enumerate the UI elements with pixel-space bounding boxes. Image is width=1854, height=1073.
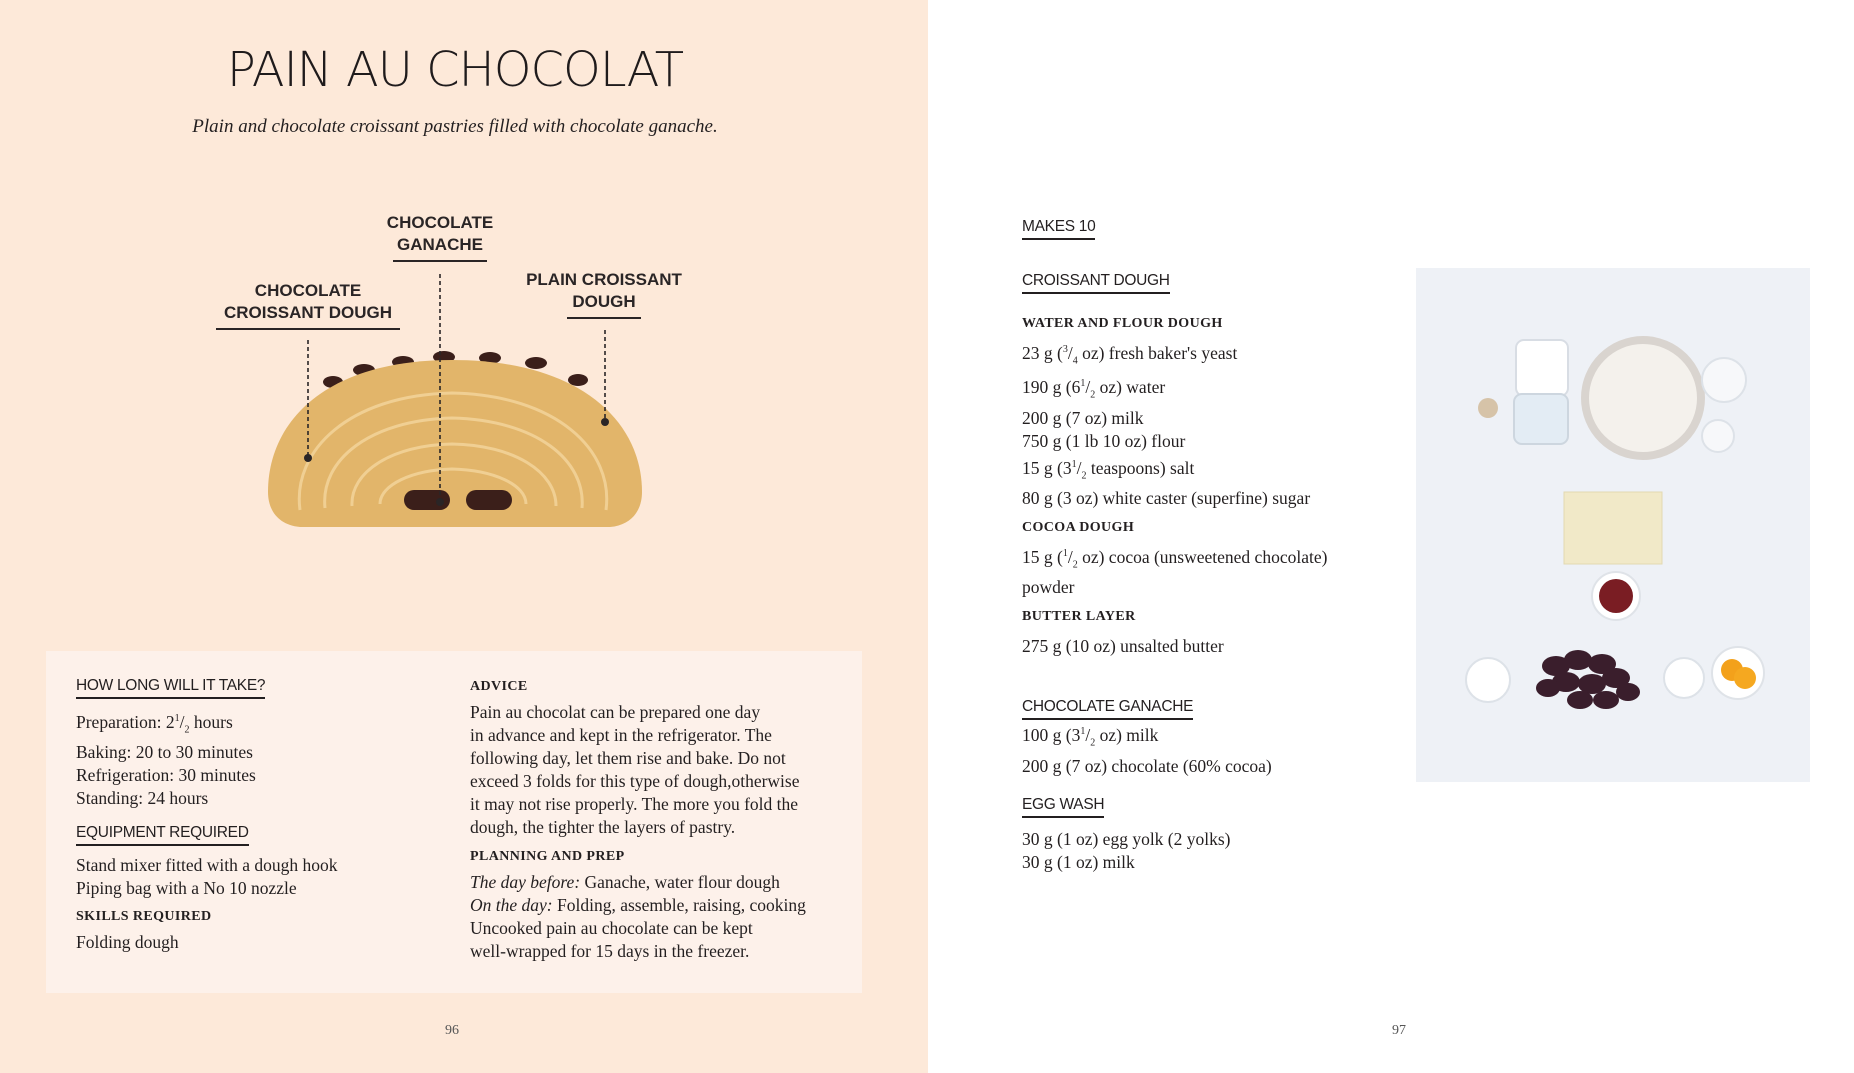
planning-day-before: The day before: Ganache, water flour dough [470, 872, 780, 892]
egg-wash-list [1022, 828, 1422, 874]
heading-equipment: EQUIPMENT REQUIRED [76, 824, 249, 846]
planning-line: well-wrapped for 15 days in the freezer. [470, 941, 750, 961]
advice-line: exceed 3 folds for this type of dough,otherwise [470, 771, 800, 791]
ingredient-butter: 275 g (10 oz) unsalted butter [1022, 636, 1224, 657]
info-panel [46, 651, 862, 993]
time-preparation: Preparation: $2^1/_2$ hours [76, 711, 233, 736]
equipment-item: Stand mixer fitted with a dough hook [76, 855, 338, 876]
ingredients-photo-illustration [1416, 268, 1810, 782]
heading-chocolate-ganache: CHOCOLATE GANACHE [1022, 698, 1193, 720]
planning-line: Uncooked pain au chocolate can be kept [470, 918, 753, 938]
makes-quantity: MAKES 10 [1022, 218, 1095, 240]
heading-egg-wash: EGG WASH [1022, 796, 1104, 818]
time-list [76, 707, 446, 810]
heading-croissant-dough: CROISSANT DOUGH [1022, 272, 1170, 294]
ganache-list [1022, 720, 1422, 777]
ingredient-flour: 750 g (1 lb 10 oz) flour [1022, 430, 1186, 451]
ingredient-egg-milk: 30 g (1 oz) milk [1022, 851, 1135, 872]
ingredient-sugar: 80 g (3 oz) white caster (superfine) sugar [1022, 487, 1311, 508]
ingredient-egg-yolk: 30 g (1 oz) egg yolk (2 yolks) [1022, 828, 1231, 849]
pastry-diagram [0, 190, 928, 550]
time-refrigeration: Refrigeration: 30 minutes [76, 765, 256, 786]
heading-advice: ADVICE [470, 679, 528, 694]
advice-line: following day, let them rise and bake. Do not [470, 748, 786, 768]
page-number-right: 97 [1392, 1023, 1406, 1038]
label-ganache-line1: CHOCOLATE [386, 213, 494, 232]
advice-text [470, 701, 850, 839]
label-choc-dough-line2: CROISSANT DOUGH [223, 303, 393, 322]
ingredients-column [1022, 216, 1422, 874]
label-plain-dough-line2: DOUGH [572, 292, 636, 311]
pastry-illustration [0, 190, 928, 550]
equipment-list [76, 854, 446, 900]
ingredient-cocoa-line2: powder [1022, 577, 1075, 598]
time-standing: Standing: 24 hours [76, 788, 209, 809]
page-title: PAIN AU CHOCOLAT [226, 42, 684, 98]
label-ganache-line2: GANACHE [397, 235, 483, 254]
ingredient-cocoa: 15 g ($^1/_2$ oz) cocoa (unsweetened chocolate) [1022, 546, 1328, 571]
heading-cocoa-dough: COCOA DOUGH [1022, 519, 1135, 535]
ingredient-salt: 15 g ($3^1/_2$ teaspoons) salt [1022, 457, 1195, 481]
water-flour-list [1022, 338, 1422, 510]
label-plain-dough-line1: PLAIN CROISSANT [526, 270, 682, 289]
heading-skills: SKILLS REQUIRED [76, 909, 212, 925]
skills-item: Folding dough [76, 932, 179, 953]
ganache-bar-right [466, 490, 512, 510]
heading-planning: PLANNING AND PREP [470, 849, 625, 864]
heading-butter-layer: BUTTER LAYER [1022, 609, 1136, 625]
ingredient-ganache-chocolate: 200 g (7 oz) chocolate (60% cocoa) [1022, 755, 1272, 776]
time-baking: Baking: 20 to 30 minutes [76, 742, 253, 763]
equipment-item: Piping bag with a No 10 nozzle [76, 878, 297, 899]
page-number-left: 96 [445, 1023, 459, 1038]
page-subtitle: Plain and chocolate croissant pastries filled with chocolate ganache. [192, 116, 718, 137]
advice-line: in advance and kept in the refrigerator. The [470, 725, 772, 745]
heading-how-long: HOW LONG WILL IT TAKE? [76, 677, 265, 699]
advice-line: it may not rise properly. The more you fold the [470, 794, 799, 814]
ingredient-yeast: 23 g ($^3/_4$ oz) fresh baker's yeast [1022, 342, 1238, 367]
heading-water-flour: WATER AND FLOUR DOUGH [1022, 316, 1223, 331]
planning-on-day: On the day: Folding, assemble, raising, cooking [470, 895, 806, 915]
advice-line: dough, the tighter the layers of pastry. [470, 817, 736, 837]
info-left-column [76, 675, 446, 954]
info-right-column [470, 675, 850, 963]
planning-text [470, 871, 850, 963]
cocoa-list [1022, 542, 1422, 599]
ingredient-ganache-milk: 100 g ($3^1/_2$ oz) milk [1022, 725, 1159, 749]
ingredients-photo [1416, 268, 1810, 782]
advice-line: Pain au chocolat can be prepared one day [470, 702, 761, 722]
ingredient-milk: 200 g (7 oz) milk [1022, 407, 1144, 428]
ingredient-water: 190 g ($6^1/_2$ oz) water [1022, 377, 1166, 401]
label-choc-dough-line1: CHOCOLATE [254, 281, 362, 300]
